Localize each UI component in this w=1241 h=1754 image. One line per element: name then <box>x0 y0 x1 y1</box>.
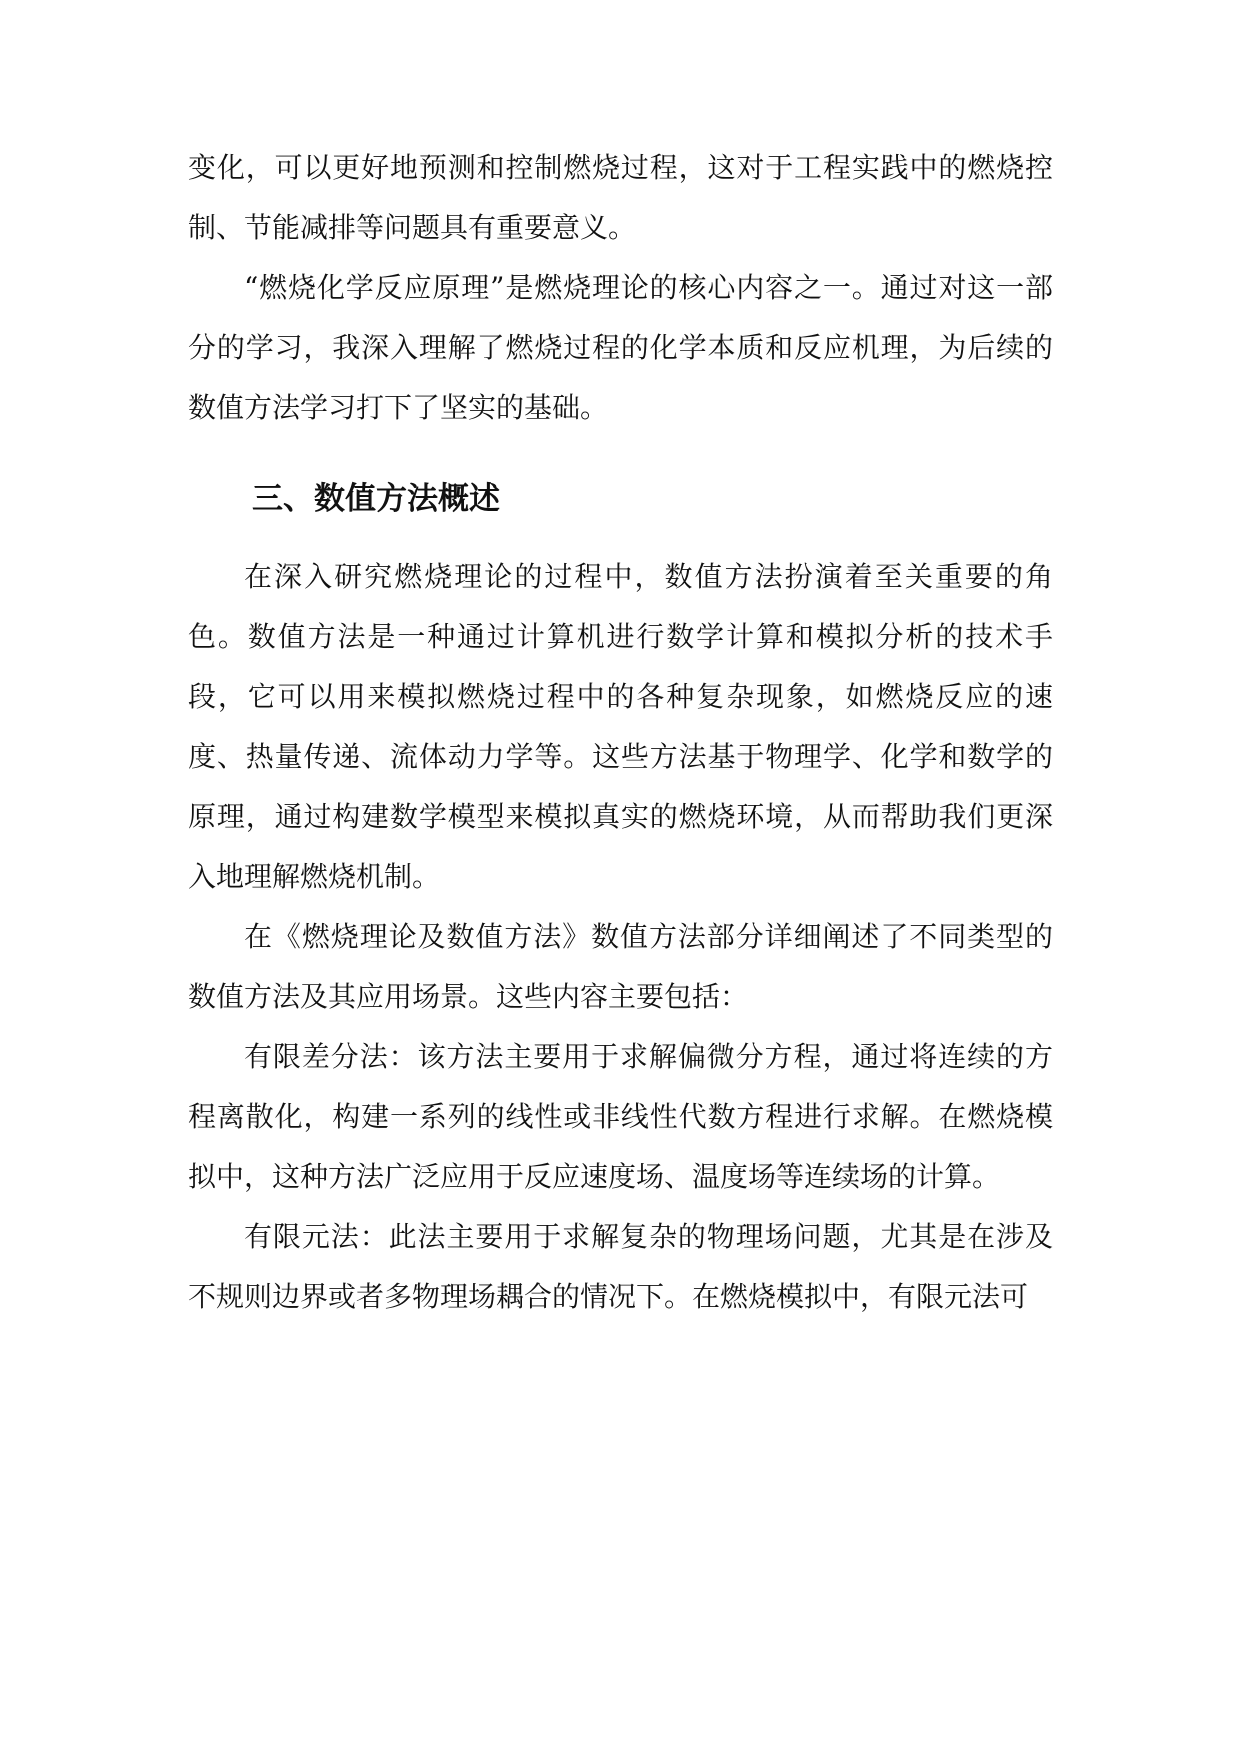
paragraph-reaction-principle: “燃烧化学反应原理”是燃烧理论的核心内容之一。通过对这一部分的学习，我深入理解了燃烧过程的化学本质和反应机理，为后续的数值方法学习打下了坚实的基础。 <box>188 271 1053 424</box>
paragraph-finite-element: 有限元法：此法主要用于求解复杂的物理场问题，尤其是在涉及不规则边界或者多物理场耦合的情况下。在燃烧模拟中，有限元法可 <box>188 1220 1053 1313</box>
page-content <box>188 138 1053 1327</box>
paragraph-book-overview: 在《燃烧理论及数值方法》数值方法部分详细阐述了不同类型的数值方法及其应用场景。这些内容主要包括： <box>188 920 1053 1013</box>
section-heading: 三、数值方法概述 <box>252 481 500 517</box>
paragraph-finite-difference: 有限差分法：该方法主要用于求解偏微分方程，通过将连续的方程离散化，构建一系列的线性或非线性代数方程进行求解。在燃烧模拟中，这种方法广泛应用于反应速度场、温度场等连续场的计算。 <box>188 1040 1053 1193</box>
paragraph-continuation: 变化，可以更好地预测和控制燃烧过程，这对于工程实践中的燃烧控制、节能减排等问题具有重要意义。 <box>188 151 1053 244</box>
paragraph-numerical-intro: 在深入研究燃烧理论的过程中，数值方法扮演着至关重要的角色。数值方法是一种通过计算机进行数学计算和模拟分析的技术手段，它可以用来模拟燃烧过程中的各种复杂现象，如燃烧反应的速度、热量传递、流体动力学等。这些方法基于物理学、化学和数学的原理，通过构建数学模型来模拟真实的燃烧环境，从而帮助我们更深入地理解燃烧机制。 <box>188 560 1053 893</box>
